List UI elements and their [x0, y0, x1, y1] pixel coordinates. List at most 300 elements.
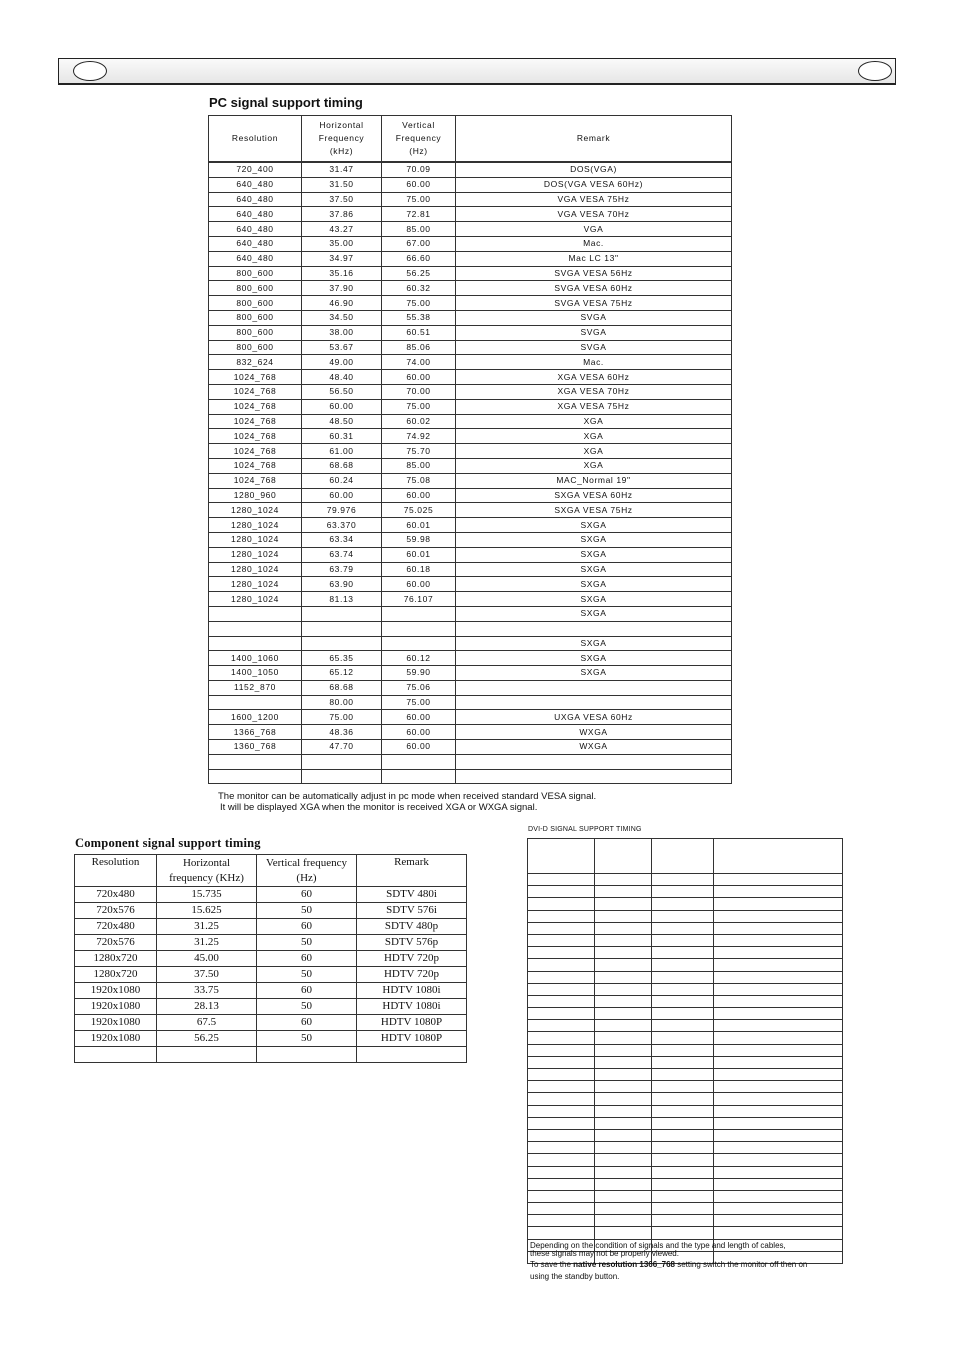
component-table-row: [75, 919, 467, 935]
pc-table-row-cell: VGA VESA 70Hz: [456, 207, 732, 222]
pc-table-row-cell: 35.16: [302, 266, 382, 281]
pc-table-row-cell: 1280_1024: [209, 518, 302, 533]
component-table-row-cell: [157, 1047, 257, 1063]
dvi-table-cell: [595, 1069, 652, 1081]
dvi-table-cell: [528, 898, 595, 910]
dvi-table-cell: [714, 1129, 843, 1141]
pc-table-row-cell: [456, 621, 732, 636]
pc-table-row-cell: 800_600: [209, 310, 302, 325]
dvi-table-cell: [528, 1166, 595, 1178]
pc-table-row-cell: 60.01: [382, 518, 456, 533]
dvi-table-cell: [595, 1032, 652, 1044]
pc-table-row: [209, 444, 732, 459]
component-table-row-cell: 1920x1080: [75, 999, 157, 1015]
pc-table-row: [209, 458, 732, 473]
dvi-table-cell: [528, 1032, 595, 1044]
pc-table-row-cell: [382, 621, 456, 636]
pc-header-horizontal: Horizontal Frequency (kHz): [302, 116, 382, 163]
pc-table-row-cell: [382, 769, 456, 784]
dvi-table-cell: [714, 1215, 843, 1227]
dvi-table-cell: [595, 886, 652, 898]
pc-table-row-cell: 60.00: [382, 370, 456, 385]
pc-table-row-cell: 67.00: [382, 236, 456, 251]
dvi-table-row: [528, 1105, 843, 1117]
pc-table-row: [209, 325, 732, 340]
pc-table-row-cell: 1024_768: [209, 429, 302, 444]
dvi-table-cell: [652, 1203, 714, 1215]
pc-table-row: [209, 177, 732, 192]
component-table-row-cell: 31.25: [157, 919, 257, 935]
dvi-table-cell: [595, 1117, 652, 1129]
dvi-signal-title: DVI-D SIGNAL SUPPORT TIMING: [528, 826, 642, 833]
dvi-table-cell: [595, 983, 652, 995]
dvi-table-cell: [652, 1081, 714, 1093]
pc-table-row-cell: 81.13: [302, 592, 382, 607]
component-table-row-cell: HDTV 1080P: [357, 1031, 467, 1047]
component-table-row-cell: 720x576: [75, 935, 157, 951]
pc-table-row: [209, 606, 732, 621]
dvi-notes: [530, 1241, 807, 1282]
dvi-table-cell: [528, 1056, 595, 1068]
dvi-table-cell: [714, 1190, 843, 1202]
pc-table-row-cell: 47.70: [302, 740, 382, 755]
dvi-note-line: To save the native resolution 1366_768 setting switch the monitor off then on: [530, 1260, 808, 1269]
pc-table-row-cell: 640_480: [209, 192, 302, 207]
pc-table-row-cell: 1280_1024: [209, 547, 302, 562]
component-table-row-cell: SDTV 576i: [357, 903, 467, 919]
dvi-table-row: [528, 934, 843, 946]
dvi-table-row: [528, 1044, 843, 1056]
pc-table-row-cell: 80.00: [302, 695, 382, 710]
component-table-row: [75, 903, 467, 919]
pc-table-row: [209, 592, 732, 607]
dvi-table-cell: [714, 886, 843, 898]
pc-table-row: [209, 769, 732, 784]
pc-table-row-cell: 75.08: [382, 473, 456, 488]
pc-table-row: [209, 636, 732, 651]
pc-table-row-cell: SXGA: [456, 518, 732, 533]
component-table-row-cell: 720x480: [75, 887, 157, 903]
dvi-table-cell: [714, 1178, 843, 1190]
pc-table-row-cell: 72.81: [382, 207, 456, 222]
dvi-table-row: [528, 1190, 843, 1202]
pc-table-row-cell: 37.86: [302, 207, 382, 222]
pc-table-row-cell: XGA VESA 70Hz: [456, 384, 732, 399]
pc-table-row: [209, 518, 732, 533]
component-table-row-cell: HDTV 720p: [357, 951, 467, 967]
pc-table-row-cell: 800_600: [209, 296, 302, 311]
pc-table-row-cell: 60.12: [382, 651, 456, 666]
dvi-table-cell: [714, 1154, 843, 1166]
pc-table-row-cell: DOS(VGA VESA 60Hz): [456, 177, 732, 192]
dvi-table-cell: [528, 1129, 595, 1141]
dvi-table-cell: [595, 947, 652, 959]
dvi-table-cell: [714, 971, 843, 983]
pc-table-row: [209, 725, 732, 740]
pc-table-row-cell: 46.90: [302, 296, 382, 311]
dvi-table-row: [528, 1093, 843, 1105]
dvi-table-cell: [528, 1044, 595, 1056]
pc-table-row-cell: 75.025: [382, 503, 456, 518]
pc-table-row-cell: 75.70: [382, 444, 456, 459]
pc-table-row-cell: XGA: [456, 458, 732, 473]
pc-table-row-cell: [209, 695, 302, 710]
pc-table-row-cell: 56.25: [382, 266, 456, 281]
pc-table-row-cell: 832_624: [209, 355, 302, 370]
pc-table-row-cell: 1152_870: [209, 680, 302, 695]
component-table-row-cell: 45.00: [157, 951, 257, 967]
dvi-table-cell: [714, 959, 843, 971]
pc-table-row-cell: 63.90: [302, 577, 382, 592]
pc-table-row-cell: 1280_960: [209, 488, 302, 503]
pc-table-row-cell: 63.79: [302, 562, 382, 577]
dvi-table-cell: [528, 1008, 595, 1020]
dvi-table-cell: [528, 1081, 595, 1093]
component-table-row-cell: 1920x1080: [75, 1031, 157, 1047]
pc-table-row-cell: 800_600: [209, 340, 302, 355]
pc-table-row: [209, 710, 732, 725]
pc-table-row: [209, 340, 732, 355]
component-table-row-cell: 37.50: [157, 967, 257, 983]
pc-table-row-cell: SVGA: [456, 325, 732, 340]
pc-table-row-cell: [456, 695, 732, 710]
pc-table-row-cell: 43.27: [302, 222, 382, 237]
pc-header-vertical: Vertical Frequency (Hz): [382, 116, 456, 163]
pc-table-row-cell: 56.50: [302, 384, 382, 399]
component-table-row-cell: 15.625: [157, 903, 257, 919]
dvi-table-cell: [528, 910, 595, 922]
component-table-row-cell: 60: [257, 887, 357, 903]
pc-table-row-cell: 60.24: [302, 473, 382, 488]
pc-table-row-cell: [456, 754, 732, 769]
component-table-row: [75, 1031, 467, 1047]
dvi-table-cell: [652, 1008, 714, 1020]
dvi-table-cell: [652, 1056, 714, 1068]
pc-table-row-cell: SXGA: [456, 547, 732, 562]
dvi-table-cell: [714, 1142, 843, 1154]
pc-table-row-cell: XGA VESA 60Hz: [456, 370, 732, 385]
component-table-row: [75, 1047, 467, 1063]
comp-header-horizontal: Horizontal frequency (KHz): [157, 855, 257, 887]
dvi-table-cell: [714, 922, 843, 934]
dvi-table-row: [528, 1166, 843, 1178]
dvi-table-cell: [595, 995, 652, 1007]
dvi-table-cell: [528, 874, 595, 886]
component-table-row-cell: 50: [257, 903, 357, 919]
pc-table-row-cell: SVGA: [456, 310, 732, 325]
pc-table-row-cell: 59.98: [382, 532, 456, 547]
component-table-row-cell: [75, 1047, 157, 1063]
dvi-table-cell: [528, 886, 595, 898]
component-table-row-cell: 56.25: [157, 1031, 257, 1047]
dvi-table-cell: [595, 1154, 652, 1166]
pc-table-row-cell: 1280_1024: [209, 562, 302, 577]
pc-table-row-cell: 1280_1024: [209, 503, 302, 518]
pc-table-row: [209, 310, 732, 325]
dvi-table-cell: [528, 1227, 595, 1239]
pc-table-row-cell: 75.00: [302, 710, 382, 725]
pc-table-row-cell: [302, 636, 382, 651]
dvi-table-cell: [714, 1105, 843, 1117]
component-table-row-cell: 60: [257, 951, 357, 967]
pc-table-row-cell: 800_600: [209, 325, 302, 340]
dvi-table-row: [528, 983, 843, 995]
dvi-table-cell: [595, 910, 652, 922]
pc-table-row-cell: 60.00: [382, 710, 456, 725]
component-table-row-cell: HDTV 1080P: [357, 1015, 467, 1031]
dvi-table-cell: [595, 1142, 652, 1154]
pc-table-row-cell: [456, 769, 732, 784]
pc-table-row-cell: [302, 769, 382, 784]
pc-table-row-cell: 35.00: [302, 236, 382, 251]
dvi-table-cell: [714, 947, 843, 959]
dvi-table-row: [528, 1129, 843, 1141]
pc-table-row-cell: 60.01: [382, 547, 456, 562]
dvi-table-cell: [714, 995, 843, 1007]
pc-table-row-cell: XGA: [456, 429, 732, 444]
dvi-table-cell: [652, 1190, 714, 1202]
pc-table-row-cell: [302, 621, 382, 636]
pc-table-row-cell: 60.31: [302, 429, 382, 444]
dvi-table-cell: [595, 1093, 652, 1105]
dvi-table-cell: [528, 1190, 595, 1202]
dvi-table-cell: [652, 910, 714, 922]
component-table-row-cell: 720x480: [75, 919, 157, 935]
pc-table-row-cell: [209, 606, 302, 621]
pc-table-row-cell: 79.976: [302, 503, 382, 518]
pc-table-row-cell: 34.97: [302, 251, 382, 266]
pc-table-row: [209, 399, 732, 414]
dvi-table-row: [528, 1117, 843, 1129]
dvi-table-row: [528, 1032, 843, 1044]
dvi-table-cell: [528, 1069, 595, 1081]
pc-table-row: [209, 162, 732, 177]
dvi-table-cell: [652, 1227, 714, 1239]
component-table-row-cell: HDTV 1080i: [357, 999, 467, 1015]
dvi-table-cell: [714, 1056, 843, 1068]
dvi-table-cell: [595, 959, 652, 971]
component-table-row-cell: HDTV 720p: [357, 967, 467, 983]
pc-table-row-cell: 31.47: [302, 162, 382, 177]
component-table-row: [75, 935, 467, 951]
component-table-row: [75, 887, 467, 903]
pc-table-row-cell: 53.67: [302, 340, 382, 355]
dvi-table-cell: [528, 1215, 595, 1227]
dvi-table-cell: [652, 1129, 714, 1141]
pc-table-row-cell: SVGA VESA 60Hz: [456, 281, 732, 296]
comp-header-resolution: Resolution: [75, 855, 157, 887]
pc-table-row-cell: VGA VESA 75Hz: [456, 192, 732, 207]
pc-table-row-cell: [209, 754, 302, 769]
dvi-table-cell: [595, 1044, 652, 1056]
dvi-table-cell: [652, 959, 714, 971]
comp-header-remark: Remark: [357, 855, 467, 887]
dvi-table-row: [528, 995, 843, 1007]
pc-table-row-cell: 68.68: [302, 458, 382, 473]
dvi-table-cell: [528, 1020, 595, 1032]
pc-table-row: [209, 532, 732, 547]
pc-table-row-cell: [209, 621, 302, 636]
pc-table-row-cell: 49.00: [302, 355, 382, 370]
dvi-table-cell: [528, 934, 595, 946]
pc-table-row-cell: 60.32: [382, 281, 456, 296]
component-signal-table: [74, 854, 467, 1063]
dvi-table-row: [528, 1154, 843, 1166]
dvi-table-cell: [714, 874, 843, 886]
dvi-note-line: Depending on the condition of signals and the type and length of cables,: [530, 1241, 786, 1250]
pc-table-row-cell: 63.370: [302, 518, 382, 533]
pc-table-row-cell: SXGA: [456, 592, 732, 607]
pc-table-row-cell: UXGA VESA 60Hz: [456, 710, 732, 725]
pc-table-row-cell: 37.50: [302, 192, 382, 207]
component-table-row-cell: 50: [257, 1031, 357, 1047]
dvi-table-cell: [652, 1032, 714, 1044]
dvi-table-cell: [595, 1190, 652, 1202]
component-table-row-cell: SDTV 480p: [357, 919, 467, 935]
dvi-table-row: [528, 1020, 843, 1032]
pc-table-row: [209, 651, 732, 666]
pc-table-row-cell: 60.18: [382, 562, 456, 577]
pc-header-resolution: Resolution: [209, 116, 302, 163]
dvi-table-row: [528, 1056, 843, 1068]
pc-table-row-cell: [382, 636, 456, 651]
pc-table-row: [209, 503, 732, 518]
pc-table-row: [209, 355, 732, 370]
dvi-table-cell: [652, 1215, 714, 1227]
dvi-table-cell: [652, 1020, 714, 1032]
pc-table-row-cell: 1024_768: [209, 473, 302, 488]
pc-table-row-cell: SXGA VESA 60Hz: [456, 488, 732, 503]
component-table-row-cell: HDTV 1080i: [357, 983, 467, 999]
dvi-table-cell: [595, 898, 652, 910]
dvi-table-cell: [714, 1203, 843, 1215]
dvi-table-cell: [714, 1032, 843, 1044]
component-table-row: [75, 967, 467, 983]
dvi-table-cell: [528, 1203, 595, 1215]
pc-table-row-cell: 1360_768: [209, 740, 302, 755]
dvi-table-cell: [652, 971, 714, 983]
pc-table-row-cell: 640_480: [209, 177, 302, 192]
component-table-row-cell: 50: [257, 935, 357, 951]
dvi-table-row: [528, 898, 843, 910]
dvi-table-cell: [652, 1105, 714, 1117]
pc-table-row-cell: 1024_768: [209, 414, 302, 429]
pc-table-row-cell: 1280_1024: [209, 532, 302, 547]
pc-table-row-cell: WXGA: [456, 725, 732, 740]
pc-table-row-cell: 74.00: [382, 355, 456, 370]
pc-table-row-cell: 800_600: [209, 281, 302, 296]
pc-table-row-cell: SVGA VESA 56Hz: [456, 266, 732, 281]
dvi-table-cell: [595, 1129, 652, 1141]
pc-table-row: [209, 384, 732, 399]
pc-note-line: The monitor can be automatically adjust in pc mode when received standard VESA signal.: [218, 791, 597, 802]
pc-table-row-cell: 640_480: [209, 236, 302, 251]
pc-table-row-cell: 75.00: [382, 296, 456, 311]
pc-table-row-cell: SXGA: [456, 666, 732, 681]
dvi-table-cell: [714, 983, 843, 995]
dvi-table-cell: [528, 1178, 595, 1190]
header-bar: [58, 58, 896, 85]
pc-table-row-cell: XGA: [456, 414, 732, 429]
pc-table-row-cell: SXGA: [456, 577, 732, 592]
pc-table-row-cell: 60.00: [302, 399, 382, 414]
pc-table-row-cell: VGA: [456, 222, 732, 237]
dvi-table-cell: [595, 1203, 652, 1215]
pc-table-row-cell: 640_480: [209, 207, 302, 222]
pc-table-row: [209, 695, 732, 710]
dvi-table-cell: [652, 1069, 714, 1081]
component-table-row-cell: 50: [257, 967, 357, 983]
pc-table-row: [209, 281, 732, 296]
dvi-table-row: [528, 1227, 843, 1239]
pc-table-row-cell: [382, 754, 456, 769]
pc-table-row-cell: SXGA VESA 75Hz: [456, 503, 732, 518]
dvi-table-cell: [652, 874, 714, 886]
pc-table-row-cell: 1600_1200: [209, 710, 302, 725]
pc-table-row: [209, 370, 732, 385]
dvi-table-cell: [652, 1154, 714, 1166]
component-table-row: [75, 1015, 467, 1031]
dvi-table-row: [528, 886, 843, 898]
dvi-table-cell: [652, 1166, 714, 1178]
dvi-table-cell: [652, 947, 714, 959]
pc-table-row-cell: 65.12: [302, 666, 382, 681]
pc-table-row-cell: 60.00: [382, 740, 456, 755]
dvi-table-cell: [652, 1142, 714, 1154]
dvi-table-cell: [714, 1081, 843, 1093]
pc-table-row-cell: 75.06: [382, 680, 456, 695]
language-badge-right: [858, 61, 892, 81]
dvi-table-row: [528, 874, 843, 886]
dvi-table-cell: [595, 1178, 652, 1190]
pc-table-row: [209, 488, 732, 503]
pc-table-row-cell: 48.40: [302, 370, 382, 385]
component-table-row-cell: 60: [257, 1015, 357, 1031]
language-badge-left: [73, 61, 107, 81]
pc-table-row-cell: 1024_768: [209, 370, 302, 385]
pc-table-row-cell: 48.50: [302, 414, 382, 429]
pc-table-row-cell: 75.00: [382, 695, 456, 710]
dvi-header-row: [528, 839, 843, 874]
pc-table-row-cell: 640_480: [209, 222, 302, 237]
pc-table-row-cell: 68.68: [302, 680, 382, 695]
pc-table-row: [209, 296, 732, 311]
component-table-row-cell: 67.5: [157, 1015, 257, 1031]
component-table-row-cell: 1920x1080: [75, 1015, 157, 1031]
dvi-table-cell: [714, 1069, 843, 1081]
dvi-table-cell: [714, 1020, 843, 1032]
component-table-row-cell: 60: [257, 983, 357, 999]
pc-table-row-cell: 31.50: [302, 177, 382, 192]
dvi-note-line: using the standby button.: [530, 1272, 620, 1281]
component-signal-title: Component signal support timing: [75, 836, 261, 850]
dvi-table-cell: [714, 1227, 843, 1239]
dvi-table-cell: [528, 971, 595, 983]
pc-table-row-cell: 800_600: [209, 266, 302, 281]
dvi-table-row: [528, 1142, 843, 1154]
pc-table-row: [209, 754, 732, 769]
pc-table-row-cell: 38.00: [302, 325, 382, 340]
dvi-table-cell: [652, 1044, 714, 1056]
pc-table-row-cell: [209, 636, 302, 651]
dvi-table-cell: [652, 922, 714, 934]
component-table-row-cell: SDTV 480i: [357, 887, 467, 903]
component-table-row-cell: 60: [257, 919, 357, 935]
pc-table-row-cell: 1024_768: [209, 444, 302, 459]
pc-signal-title: PC signal support timing: [209, 95, 363, 110]
dvi-table-cell: [714, 1093, 843, 1105]
dvi-table-row: [528, 922, 843, 934]
